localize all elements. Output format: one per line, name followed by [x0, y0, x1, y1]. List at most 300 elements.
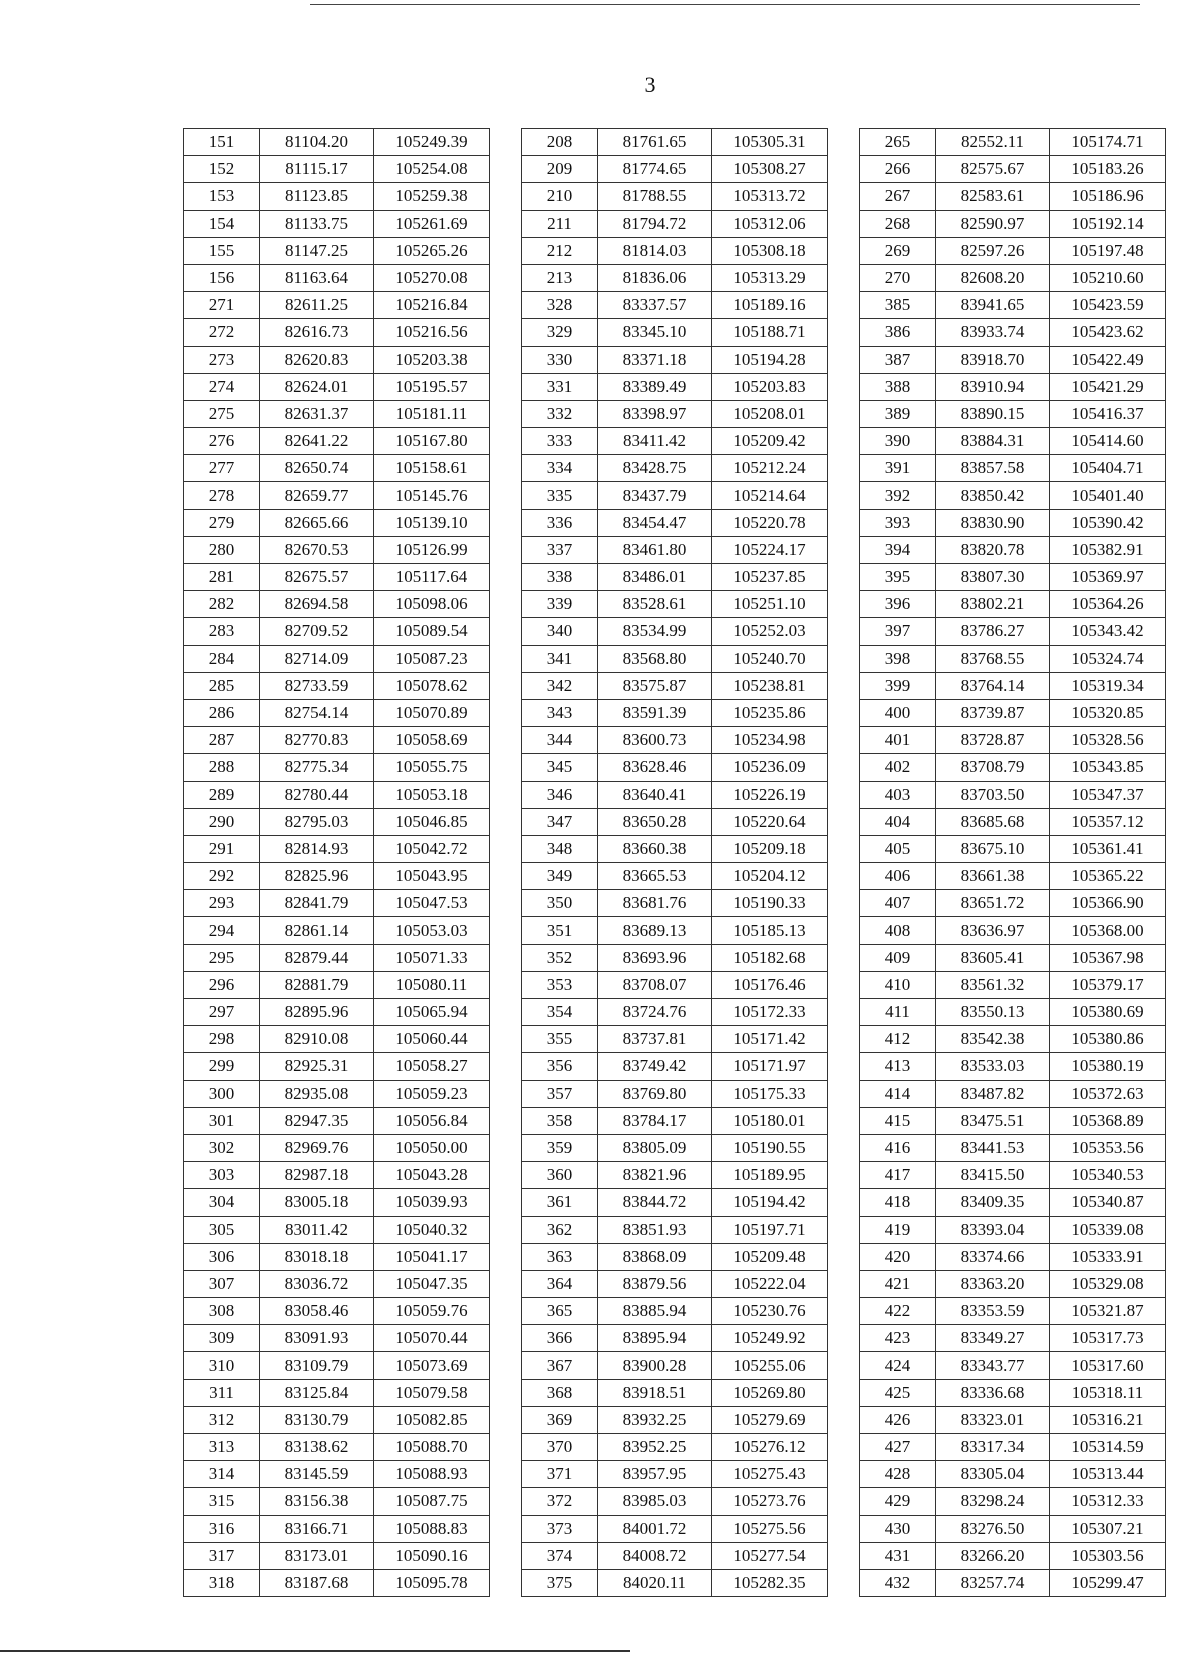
x-coordinate-cell: 83486.01: [598, 564, 712, 591]
y-coordinate-cell: 105176.46: [712, 971, 828, 998]
table-row: [522, 781, 828, 808]
y-coordinate-cell: 105220.78: [712, 509, 828, 536]
table-row: [522, 1189, 828, 1216]
x-coordinate-cell: 82624.01: [260, 373, 374, 400]
point-number-cell: 406: [860, 863, 936, 890]
y-coordinate-cell: 105090.16: [374, 1542, 490, 1569]
point-number-cell: 341: [522, 645, 598, 672]
x-coordinate-cell: 81115.17: [260, 156, 374, 183]
x-coordinate-cell: 83138.62: [260, 1434, 374, 1461]
x-coordinate-cell: 83371.18: [598, 346, 712, 373]
point-number-cell: 265: [860, 129, 936, 156]
y-coordinate-cell: 105368.89: [1050, 1107, 1166, 1134]
x-coordinate-cell: 83900.28: [598, 1352, 712, 1379]
point-number-cell: 318: [184, 1569, 260, 1596]
table-row: [184, 264, 490, 291]
y-coordinate-cell: 105277.54: [712, 1542, 828, 1569]
point-number-cell: 208: [522, 129, 598, 156]
table-row: [860, 1270, 1166, 1297]
y-coordinate-cell: 105368.00: [1050, 917, 1166, 944]
x-coordinate-cell: 83857.58: [936, 455, 1050, 482]
point-number-cell: 343: [522, 699, 598, 726]
y-coordinate-cell: 105203.83: [712, 373, 828, 400]
x-coordinate-cell: 83628.46: [598, 754, 712, 781]
x-coordinate-cell: 83011.42: [260, 1216, 374, 1243]
x-coordinate-cell: 82670.53: [260, 536, 374, 563]
point-number-cell: 396: [860, 591, 936, 618]
table-row: [522, 971, 828, 998]
point-number-cell: 421: [860, 1270, 936, 1297]
point-number-cell: 334: [522, 455, 598, 482]
table-row: [522, 319, 828, 346]
y-coordinate-cell: 105053.18: [374, 781, 490, 808]
y-coordinate-cell: 105279.69: [712, 1406, 828, 1433]
point-number-cell: 315: [184, 1488, 260, 1515]
x-coordinate-cell: 83784.17: [598, 1107, 712, 1134]
y-coordinate-cell: 105082.85: [374, 1406, 490, 1433]
table-row: [522, 1134, 828, 1161]
x-coordinate-cell: 82650.74: [260, 455, 374, 482]
table-row: [184, 346, 490, 373]
table-row: [860, 292, 1166, 319]
table-row: [860, 1053, 1166, 1080]
point-number-cell: 305: [184, 1216, 260, 1243]
point-number-cell: 375: [522, 1569, 598, 1596]
table-row: [522, 210, 828, 237]
table-row: [522, 699, 828, 726]
point-number-cell: 211: [522, 210, 598, 237]
x-coordinate-cell: 83145.59: [260, 1461, 374, 1488]
point-number-cell: 289: [184, 781, 260, 808]
table-row: [184, 645, 490, 672]
point-number-cell: 389: [860, 400, 936, 427]
point-number-cell: 420: [860, 1243, 936, 1270]
y-coordinate-cell: 105041.17: [374, 1243, 490, 1270]
table-row: [860, 1216, 1166, 1243]
table-row: [184, 781, 490, 808]
table-row: [860, 890, 1166, 917]
x-coordinate-cell: 83868.09: [598, 1243, 712, 1270]
x-coordinate-cell: 82881.79: [260, 971, 374, 998]
y-coordinate-cell: 105222.04: [712, 1270, 828, 1297]
point-number-cell: 366: [522, 1325, 598, 1352]
point-number-cell: 309: [184, 1325, 260, 1352]
x-coordinate-cell: 83276.50: [936, 1515, 1050, 1542]
table-row: [184, 1352, 490, 1379]
table-row: [184, 1542, 490, 1569]
y-coordinate-cell: 105216.56: [374, 319, 490, 346]
y-coordinate-cell: 105158.61: [374, 455, 490, 482]
y-coordinate-cell: 105340.87: [1050, 1189, 1166, 1216]
y-coordinate-cell: 105230.76: [712, 1298, 828, 1325]
table-row: [522, 156, 828, 183]
point-number-cell: 401: [860, 727, 936, 754]
point-number-cell: 394: [860, 536, 936, 563]
x-coordinate-cell: 83600.73: [598, 727, 712, 754]
y-coordinate-cell: 105087.23: [374, 645, 490, 672]
x-coordinate-cell: 82795.03: [260, 808, 374, 835]
point-number-cell: 369: [522, 1406, 598, 1433]
table-row: [860, 999, 1166, 1026]
x-coordinate-cell: 82910.08: [260, 1026, 374, 1053]
table-row: [522, 645, 828, 672]
y-coordinate-cell: 105188.71: [712, 319, 828, 346]
y-coordinate-cell: 105204.12: [712, 863, 828, 890]
table-row: [522, 1406, 828, 1433]
x-coordinate-cell: 83130.79: [260, 1406, 374, 1433]
y-coordinate-cell: 105321.87: [1050, 1298, 1166, 1325]
table-row: [184, 835, 490, 862]
y-coordinate-cell: 105181.11: [374, 400, 490, 427]
y-coordinate-cell: 105404.71: [1050, 455, 1166, 482]
x-coordinate-cell: 82641.22: [260, 428, 374, 455]
table-row: [522, 890, 828, 917]
y-coordinate-cell: 105079.58: [374, 1379, 490, 1406]
x-coordinate-cell: 82694.58: [260, 591, 374, 618]
point-number-cell: 156: [184, 264, 260, 291]
x-coordinate-cell: 83933.74: [936, 319, 1050, 346]
y-coordinate-cell: 105328.56: [1050, 727, 1166, 754]
table-row: [860, 1542, 1166, 1569]
x-coordinate-cell: 83985.03: [598, 1488, 712, 1515]
table-row: [522, 1053, 828, 1080]
y-coordinate-cell: 105423.59: [1050, 292, 1166, 319]
x-coordinate-cell: 82861.14: [260, 917, 374, 944]
x-coordinate-cell: 82775.34: [260, 754, 374, 781]
x-coordinate-cell: 83957.95: [598, 1461, 712, 1488]
x-coordinate-cell: 82575.67: [936, 156, 1050, 183]
point-number-cell: 353: [522, 971, 598, 998]
x-coordinate-cell: 82665.66: [260, 509, 374, 536]
table-row: [522, 999, 828, 1026]
table-row: [860, 699, 1166, 726]
point-number-cell: 429: [860, 1488, 936, 1515]
table-row: [522, 400, 828, 427]
y-coordinate-cell: 105317.60: [1050, 1352, 1166, 1379]
y-coordinate-cell: 105216.84: [374, 292, 490, 319]
table-row: [184, 1026, 490, 1053]
table-row: [184, 1379, 490, 1406]
y-coordinate-cell: 105209.18: [712, 835, 828, 862]
y-coordinate-cell: 105189.16: [712, 292, 828, 319]
table-row: [860, 1134, 1166, 1161]
point-number-cell: 428: [860, 1461, 936, 1488]
y-coordinate-cell: 105303.56: [1050, 1542, 1166, 1569]
x-coordinate-cell: 83739.87: [936, 699, 1050, 726]
table-row: [522, 1216, 828, 1243]
x-coordinate-cell: 83851.93: [598, 1216, 712, 1243]
table-row: [184, 917, 490, 944]
y-coordinate-cell: 105055.75: [374, 754, 490, 781]
x-coordinate-cell: 83415.50: [936, 1162, 1050, 1189]
point-number-cell: 328: [522, 292, 598, 319]
x-coordinate-cell: 83605.41: [936, 944, 1050, 971]
x-coordinate-cell: 83661.38: [936, 863, 1050, 890]
point-number-cell: 404: [860, 808, 936, 835]
x-coordinate-cell: 81147.25: [260, 237, 374, 264]
table-row: [860, 482, 1166, 509]
x-coordinate-cell: 84008.72: [598, 1542, 712, 1569]
point-number-cell: 395: [860, 564, 936, 591]
y-coordinate-cell: 105367.98: [1050, 944, 1166, 971]
point-number-cell: 291: [184, 835, 260, 862]
y-coordinate-cell: 105203.38: [374, 346, 490, 373]
y-coordinate-cell: 105364.26: [1050, 591, 1166, 618]
table-row: [860, 509, 1166, 536]
y-coordinate-cell: 105255.06: [712, 1352, 828, 1379]
y-coordinate-cell: 105209.48: [712, 1243, 828, 1270]
y-coordinate-cell: 105414.60: [1050, 428, 1166, 455]
y-coordinate-cell: 105313.72: [712, 183, 828, 210]
x-coordinate-cell: 81774.65: [598, 156, 712, 183]
table-row: [184, 999, 490, 1026]
y-coordinate-cell: 105047.53: [374, 890, 490, 917]
x-coordinate-cell: 82733.59: [260, 672, 374, 699]
point-number-cell: 342: [522, 672, 598, 699]
table-row: [522, 754, 828, 781]
y-coordinate-cell: 105340.53: [1050, 1162, 1166, 1189]
point-number-cell: 354: [522, 999, 598, 1026]
table-row: [184, 1162, 490, 1189]
point-number-cell: 299: [184, 1053, 260, 1080]
point-number-cell: 426: [860, 1406, 936, 1433]
x-coordinate-cell: 83317.34: [936, 1434, 1050, 1461]
x-coordinate-cell: 83475.51: [936, 1107, 1050, 1134]
table-row: [184, 129, 490, 156]
y-coordinate-cell: 105353.56: [1050, 1134, 1166, 1161]
point-number-cell: 295: [184, 944, 260, 971]
y-coordinate-cell: 105361.41: [1050, 835, 1166, 862]
y-coordinate-cell: 105390.42: [1050, 509, 1166, 536]
table-row: [522, 1434, 828, 1461]
point-number-cell: 290: [184, 808, 260, 835]
point-number-cell: 154: [184, 210, 260, 237]
table-row: [860, 1515, 1166, 1542]
x-coordinate-cell: 82770.83: [260, 727, 374, 754]
y-coordinate-cell: 105422.49: [1050, 346, 1166, 373]
x-coordinate-cell: 82631.37: [260, 400, 374, 427]
table-row: [522, 264, 828, 291]
y-coordinate-cell: 105319.34: [1050, 672, 1166, 699]
x-coordinate-cell: 83298.24: [936, 1488, 1050, 1515]
x-coordinate-cell: 83257.74: [936, 1569, 1050, 1596]
x-coordinate-cell: 82590.97: [936, 210, 1050, 237]
point-number-cell: 335: [522, 482, 598, 509]
bottom-rule: [0, 1650, 630, 1652]
point-number-cell: 282: [184, 591, 260, 618]
y-coordinate-cell: 105043.28: [374, 1162, 490, 1189]
y-coordinate-cell: 105194.28: [712, 346, 828, 373]
x-coordinate-cell: 83660.38: [598, 835, 712, 862]
point-number-cell: 417: [860, 1162, 936, 1189]
table-row: [522, 618, 828, 645]
x-coordinate-cell: 83005.18: [260, 1189, 374, 1216]
x-coordinate-cell: 81761.65: [598, 129, 712, 156]
y-coordinate-cell: 105070.44: [374, 1325, 490, 1352]
table-row: [860, 1080, 1166, 1107]
table-row: [184, 536, 490, 563]
point-number-cell: 336: [522, 509, 598, 536]
y-coordinate-cell: 105379.17: [1050, 971, 1166, 998]
x-coordinate-cell: 83166.71: [260, 1515, 374, 1542]
x-coordinate-cell: 83665.53: [598, 863, 712, 890]
y-coordinate-cell: 105070.89: [374, 699, 490, 726]
point-number-cell: 347: [522, 808, 598, 835]
y-coordinate-cell: 105208.01: [712, 400, 828, 427]
y-coordinate-cell: 105237.85: [712, 564, 828, 591]
point-number-cell: 419: [860, 1216, 936, 1243]
point-number-cell: 368: [522, 1379, 598, 1406]
x-coordinate-cell: 81163.64: [260, 264, 374, 291]
point-number-cell: 155: [184, 237, 260, 264]
y-coordinate-cell: 105275.43: [712, 1461, 828, 1488]
point-number-cell: 280: [184, 536, 260, 563]
point-number-cell: 360: [522, 1162, 598, 1189]
y-coordinate-cell: 105236.09: [712, 754, 828, 781]
x-coordinate-cell: 83349.27: [936, 1325, 1050, 1352]
table-row: [860, 1352, 1166, 1379]
table-row: [522, 373, 828, 400]
y-coordinate-cell: 105320.85: [1050, 699, 1166, 726]
table-row: [860, 1026, 1166, 1053]
x-coordinate-cell: 83786.27: [936, 618, 1050, 645]
x-coordinate-cell: 83737.81: [598, 1026, 712, 1053]
point-number-cell: 405: [860, 835, 936, 862]
point-number-cell: 267: [860, 183, 936, 210]
point-number-cell: 307: [184, 1270, 260, 1297]
y-coordinate-cell: 105240.70: [712, 645, 828, 672]
point-number-cell: 303: [184, 1162, 260, 1189]
y-coordinate-cell: 105056.84: [374, 1107, 490, 1134]
x-coordinate-cell: 83703.50: [936, 781, 1050, 808]
point-number-cell: 416: [860, 1134, 936, 1161]
table-row: [860, 835, 1166, 862]
table-row: [522, 183, 828, 210]
y-coordinate-cell: 105040.32: [374, 1216, 490, 1243]
x-coordinate-cell: 83932.25: [598, 1406, 712, 1433]
x-coordinate-cell: 83428.75: [598, 455, 712, 482]
x-coordinate-cell: 82754.14: [260, 699, 374, 726]
y-coordinate-cell: 105088.83: [374, 1515, 490, 1542]
y-coordinate-cell: 105073.69: [374, 1352, 490, 1379]
y-coordinate-cell: 105095.78: [374, 1569, 490, 1596]
table-row: [184, 1053, 490, 1080]
table-row: [522, 536, 828, 563]
x-coordinate-cell: 83575.87: [598, 672, 712, 699]
x-coordinate-cell: 81104.20: [260, 129, 374, 156]
y-coordinate-cell: 105197.48: [1050, 237, 1166, 264]
point-number-cell: 359: [522, 1134, 598, 1161]
y-coordinate-cell: 105180.01: [712, 1107, 828, 1134]
y-coordinate-cell: 105282.35: [712, 1569, 828, 1596]
table-row: [184, 237, 490, 264]
point-number-cell: 286: [184, 699, 260, 726]
x-coordinate-cell: 83266.20: [936, 1542, 1050, 1569]
x-coordinate-cell: 83879.56: [598, 1270, 712, 1297]
y-coordinate-cell: 105175.33: [712, 1080, 828, 1107]
x-coordinate-cell: 83487.82: [936, 1080, 1050, 1107]
point-number-cell: 210: [522, 183, 598, 210]
x-coordinate-cell: 83441.53: [936, 1134, 1050, 1161]
y-coordinate-cell: 105058.27: [374, 1053, 490, 1080]
table-row: [522, 292, 828, 319]
point-number-cell: 411: [860, 999, 936, 1026]
y-coordinate-cell: 105312.33: [1050, 1488, 1166, 1515]
table-row: [522, 808, 828, 835]
table-row: [860, 564, 1166, 591]
table-row: [184, 1406, 490, 1433]
y-coordinate-cell: 105189.95: [712, 1162, 828, 1189]
point-number-cell: 278: [184, 482, 260, 509]
y-coordinate-cell: 105065.94: [374, 999, 490, 1026]
x-coordinate-cell: 82659.77: [260, 482, 374, 509]
y-coordinate-cell: 105265.26: [374, 237, 490, 264]
point-number-cell: 348: [522, 835, 598, 862]
table-row: [184, 672, 490, 699]
x-coordinate-cell: 83830.90: [936, 509, 1050, 536]
point-number-cell: 331: [522, 373, 598, 400]
y-coordinate-cell: 105251.10: [712, 591, 828, 618]
table-row: [184, 1080, 490, 1107]
table-row: [184, 482, 490, 509]
coordinate-table-1: [183, 128, 490, 1597]
x-coordinate-cell: 83708.79: [936, 754, 1050, 781]
x-coordinate-cell: 83437.79: [598, 482, 712, 509]
point-number-cell: 330: [522, 346, 598, 373]
y-coordinate-cell: 105059.76: [374, 1298, 490, 1325]
point-number-cell: 337: [522, 536, 598, 563]
y-coordinate-cell: 105333.91: [1050, 1243, 1166, 1270]
y-coordinate-cell: 105182.68: [712, 944, 828, 971]
point-number-cell: 367: [522, 1352, 598, 1379]
point-number-cell: 361: [522, 1189, 598, 1216]
point-number-cell: 333: [522, 428, 598, 455]
x-coordinate-cell: 83454.47: [598, 509, 712, 536]
x-coordinate-cell: 83844.72: [598, 1189, 712, 1216]
y-coordinate-cell: 105401.40: [1050, 482, 1166, 509]
table-row: [184, 210, 490, 237]
page-number: 3: [644, 72, 656, 97]
point-number-cell: 424: [860, 1352, 936, 1379]
y-coordinate-cell: 105339.08: [1050, 1216, 1166, 1243]
point-number-cell: 271: [184, 292, 260, 319]
x-coordinate-cell: 83109.79: [260, 1352, 374, 1379]
y-coordinate-cell: 105126.99: [374, 536, 490, 563]
x-coordinate-cell: 83353.59: [936, 1298, 1050, 1325]
x-coordinate-cell: 81788.55: [598, 183, 712, 210]
x-coordinate-cell: 83058.46: [260, 1298, 374, 1325]
x-coordinate-cell: 82841.79: [260, 890, 374, 917]
point-number-cell: 431: [860, 1542, 936, 1569]
point-number-cell: 306: [184, 1243, 260, 1270]
table-row: [522, 428, 828, 455]
table-row: [522, 1515, 828, 1542]
y-coordinate-cell: 105235.86: [712, 699, 828, 726]
point-number-cell: 349: [522, 863, 598, 890]
table-row: [860, 1461, 1166, 1488]
table-row: [522, 1542, 828, 1569]
table-row: [522, 944, 828, 971]
point-number-cell: 332: [522, 400, 598, 427]
table-row: [184, 428, 490, 455]
y-coordinate-cell: 105183.26: [1050, 156, 1166, 183]
coordinate-table-2: [521, 128, 828, 1597]
point-number-cell: 270: [860, 264, 936, 291]
y-coordinate-cell: 105043.95: [374, 863, 490, 890]
point-number-cell: 415: [860, 1107, 936, 1134]
x-coordinate-cell: 83550.13: [936, 999, 1050, 1026]
point-number-cell: 412: [860, 1026, 936, 1053]
